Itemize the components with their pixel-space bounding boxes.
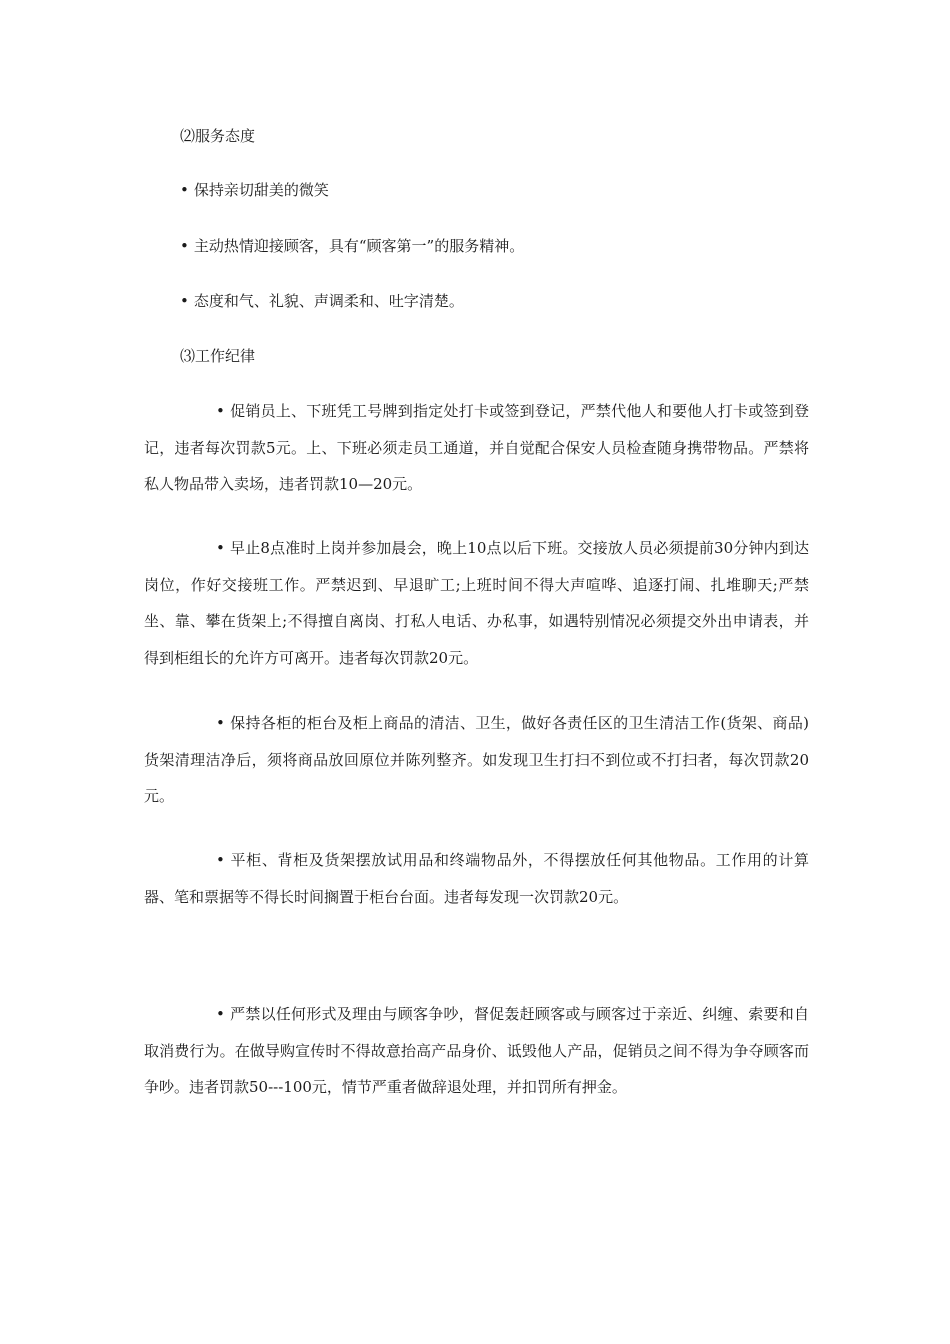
- paragraph-text: 平柜、背柜及货架摆放试用品和终端物品外，不得摆放任何其他物品。工作用的计算器、笔和票据等不得长时间搁置于柜台台面。违者每发现一次罚款20元。: [144, 851, 809, 906]
- paragraph-text: 保持各柜的柜台及柜上商品的清洁、卫生，做好各责任区的卫生清洁工作(货架、商品)货架清理洁净后，须将商品放回原位并陈列整齐。如发现卫生打扫不到位或不打扫者，每次罚款20元。: [144, 714, 809, 805]
- bullet-icon: •: [216, 539, 225, 557]
- list-item: [180, 180, 329, 200]
- bullet-icon: •: [180, 181, 189, 199]
- paragraph: [144, 393, 809, 503]
- paragraph-text: 严禁以任何形式及理由与顾客争吵，督促轰赶顾客或与顾客过于亲近、纠缠、索要和自取消费行为。在做导购宣传时不得故意抬高产品身价、诋毁他人产品，促销员之间不得为争夺顾客而争吵。违者罚款50---100元，情节严重者做辞退处理，并扣罚所有押金。: [144, 1005, 809, 1096]
- list-item-text: 保持亲切甜美的微笑: [193, 181, 329, 199]
- bullet-icon: •: [180, 237, 189, 255]
- paragraph: [144, 842, 809, 915]
- bullet-icon: •: [216, 851, 225, 869]
- list-item: [180, 291, 464, 311]
- bullet-icon: •: [216, 1005, 225, 1023]
- bullet-icon: •: [180, 292, 189, 310]
- list-item: [180, 236, 524, 256]
- list-item-text: 态度和气、礼貌、声调柔和、吐字清楚。: [193, 292, 464, 310]
- bullet-icon: •: [216, 402, 225, 420]
- section-heading-work-discipline: ⑶工作纪律: [180, 347, 256, 365]
- list-item-text: 主动热情迎接顾客，具有“顾客第一”的服务精神。: [193, 237, 525, 255]
- paragraph: [144, 705, 809, 815]
- paragraph-text: 早止8点准时上岗并参加晨会，晚上10点以后下班。交接放人员必须提前30分钟内到达岗位，作好交接班工作。严禁迟到、早退旷工;上班时间不得大声喧哗、追逐打闹、扎堆聊天;严禁坐、靠、攀在货架上;不得擅自离岗、打私人电话、办私事，如遇特别情况必须提交外出申请表，并得到柜组长的允许方可离开。违者每次罚款20元。: [144, 539, 809, 667]
- paragraph: [144, 996, 809, 1106]
- section-heading-service-attitude: ⑵服务态度: [180, 127, 256, 145]
- paragraph-text: 促销员上、下班凭工号牌到指定处打卡或签到登记，严禁代他人和要他人打卡或签到登记，违者每次罚款5元。上、下班必须走员工通道，并自觉配合保安人员检查随身携带物品。严禁将私人物品带入卖场，违者罚款10—20元。: [144, 402, 809, 493]
- paragraph: [144, 530, 809, 676]
- bullet-icon: •: [216, 714, 225, 732]
